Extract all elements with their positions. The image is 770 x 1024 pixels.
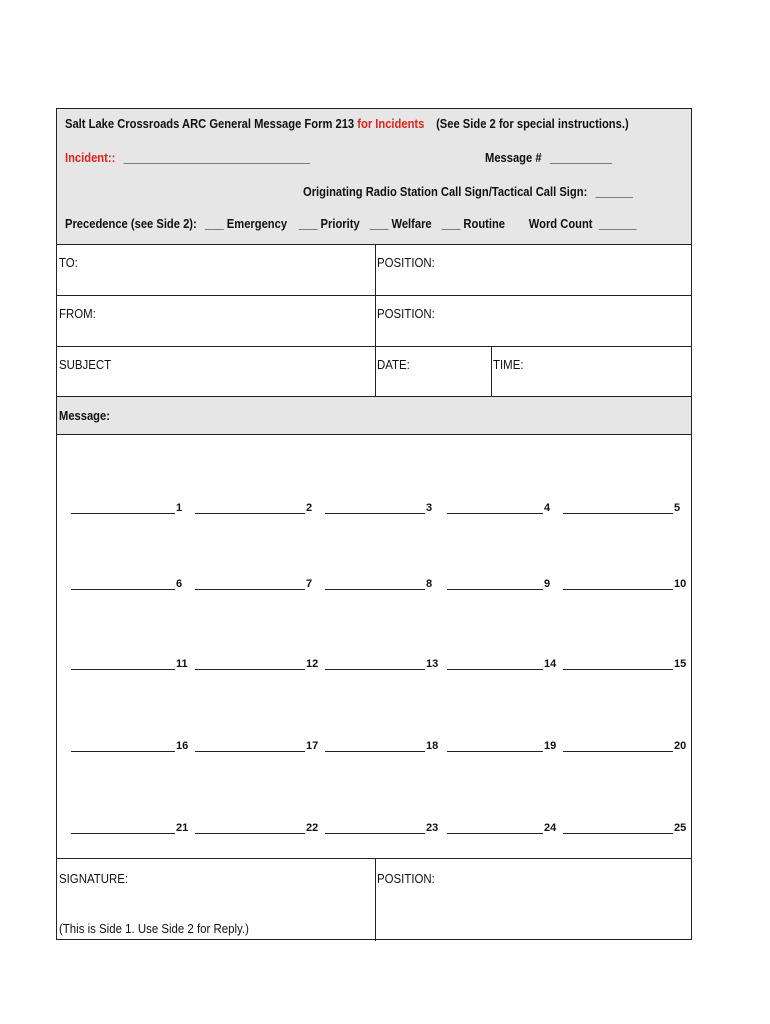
word-number: 24 [544,822,557,834]
word-number: 18 [426,740,439,752]
word-blank-line[interactable] [325,577,425,590]
word-blank-line[interactable] [563,501,673,514]
word-number: 12 [306,658,319,670]
word-number: 19 [544,740,557,752]
time-label: TIME: [493,357,524,372]
word-blank-line[interactable] [447,501,543,514]
word-blank[interactable] [447,577,550,590]
message-form [56,108,692,940]
from-row [57,296,691,347]
word-blank-line[interactable] [563,821,673,834]
word-blank-line[interactable] [447,739,543,752]
word-blank-line[interactable] [325,739,425,752]
word-blank-line[interactable] [325,821,425,834]
word-number: 5 [674,502,681,514]
precedence-routine[interactable]: ___ Routine [441,216,506,231]
word-blank[interactable] [447,501,550,514]
word-blank[interactable] [563,657,686,670]
word-blank[interactable] [447,657,556,670]
word-count-field[interactable]: ______ [599,216,637,231]
message-body[interactable] [57,435,691,859]
incident-line [65,150,310,165]
word-blank-line[interactable] [195,501,305,514]
precedence-emergency[interactable]: ___ Emergency [205,216,288,231]
word-number: 25 [674,822,687,834]
message-number-line [485,150,612,165]
precedence-priority[interactable]: ___ Priority [298,216,360,231]
word-blank-line[interactable] [325,501,425,514]
word-blank[interactable] [325,501,432,514]
form-title-line [65,116,629,131]
word-number: 17 [306,740,319,752]
word-blank-line[interactable] [195,821,305,834]
word-number: 11 [176,658,188,670]
word-blank[interactable] [563,739,686,752]
from-position-label: POSITION: [377,306,435,321]
word-blank-line[interactable] [71,821,175,834]
message-number-label: Message # [485,150,542,165]
signature-row [57,859,691,941]
form-header [57,109,691,245]
word-blank-line[interactable] [71,657,175,670]
word-blank[interactable] [195,821,318,834]
word-count-label: Word Count [528,216,593,231]
word-blank[interactable] [71,821,188,834]
word-blank[interactable] [195,577,312,590]
date-label: DATE: [377,357,410,372]
to-label: TO: [59,255,78,270]
form-title-red: for Incidents [357,116,425,131]
word-blank[interactable] [563,821,686,834]
word-blank-line[interactable] [71,739,175,752]
word-number: 6 [176,578,183,590]
word-number: 10 [674,578,687,590]
word-number: 22 [306,822,319,834]
word-number: 13 [426,658,439,670]
subject-row [57,347,691,397]
word-number: 20 [674,740,687,752]
word-blank-line[interactable] [447,577,543,590]
precedence-label: Precedence (see Side 2): [65,216,197,231]
word-blank-line[interactable] [195,657,305,670]
word-blank[interactable] [325,821,438,834]
signature-label: SIGNATURE: [59,871,129,886]
word-blank[interactable] [71,657,188,670]
word-blank[interactable] [447,821,556,834]
word-blank[interactable] [325,657,438,670]
word-blank[interactable] [447,739,556,752]
signature-position-label: POSITION: [377,871,435,886]
word-blank[interactable] [71,501,182,514]
originating-line [303,184,633,199]
word-number: 16 [176,740,189,752]
word-blank[interactable] [195,657,318,670]
word-blank[interactable] [195,739,318,752]
word-blank-line[interactable] [195,577,305,590]
word-blank-line[interactable] [71,501,175,514]
word-number: 23 [426,822,439,834]
incident-label: Incident:: [65,150,116,165]
originating-field[interactable]: ______ [595,184,633,199]
message-number-field[interactable]: __________ [549,150,613,165]
word-blank-line[interactable] [563,657,673,670]
word-number: 3 [426,502,433,514]
incident-field[interactable]: ______________________________ [123,150,311,165]
word-blank[interactable] [325,577,432,590]
message-header [57,397,691,435]
word-number: 4 [544,502,551,514]
subject-label: SUBJECT [59,357,112,372]
word-blank-line[interactable] [325,657,425,670]
word-number: 7 [306,578,313,590]
word-blank[interactable] [71,739,188,752]
word-blank-line[interactable] [447,657,543,670]
originating-label: Originating Radio Station Call Sign/Tactical Call Sign: [303,184,588,199]
word-blank[interactable] [71,577,182,590]
message-label: Message: [59,408,110,423]
side-note: (This is Side 1. Use Side 2 for Reply.) [59,921,249,936]
word-blank-line[interactable] [563,577,673,590]
to-position-label: POSITION: [377,255,435,270]
form-title: Salt Lake Crossroads ARC General Message Form 213 [65,116,355,131]
precedence-welfare[interactable]: ___ Welfare [369,216,432,231]
word-number: 14 [544,658,557,670]
word-blank-line[interactable] [447,821,543,834]
word-number: 9 [544,578,551,590]
word-blank[interactable] [563,577,686,590]
word-blank[interactable] [195,501,312,514]
word-blank-line[interactable] [71,577,175,590]
word-blank[interactable] [563,501,680,514]
word-blank-line[interactable] [563,739,673,752]
form-title-note: (See Side 2 for special instructions.) [436,116,629,131]
word-blank[interactable] [325,739,438,752]
precedence-line [65,216,636,231]
word-number: 15 [674,658,687,670]
word-number: 8 [426,578,433,590]
word-number: 2 [306,502,313,514]
word-blank-line[interactable] [195,739,305,752]
from-label: FROM: [59,306,96,321]
to-row [57,245,691,296]
word-number: 21 [176,822,189,834]
word-number: 1 [176,502,183,514]
